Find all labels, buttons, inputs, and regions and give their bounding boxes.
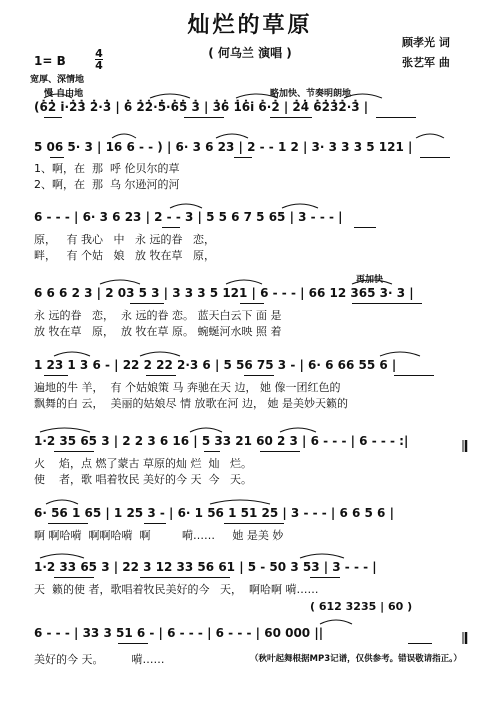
- tempo-mark: 宽厚、深情地: [30, 75, 85, 85]
- tempo-mark: 略加快、节奏明朗地: [270, 89, 352, 99]
- lyric-line-verse-1: 1、啊，在 那 呼 伦贝尔的草: [34, 162, 180, 175]
- lyric-line-verse-1: 遍地的牛 羊， 有 个姑娘策 马 奔驰在天 边， 她 像一团红色的: [34, 381, 341, 394]
- lyric-line-verse-1: 原， 有 我心 中 永 远的眷 恋，: [34, 233, 215, 246]
- underline-group: [34, 643, 466, 649]
- score-notes-row: 6 - - - | 33 3 51 6 - | 6 - - - | 6 - - - | 60 000 ||: [34, 626, 324, 640]
- lyric-line: 啊 啊哈嗬 啊啊哈嗬 啊 嗬…… 她 是美 妙: [34, 529, 284, 542]
- time-signature-top: 4: [95, 47, 103, 60]
- transcription-footnote: （秋叶起舞根据MP3记谱，仅供参考。错误敬请指正。）: [250, 654, 462, 664]
- tempo-mark: 再加快: [356, 275, 384, 285]
- lyric-line-verse-2: 使 者，歌 唱着牧民 美好的今 天 今 天。: [34, 473, 252, 486]
- lyric-line-verse-2: 放 牧在草 原， 放 牧在草 原。 蜿蜒河水映 照 着: [34, 325, 282, 338]
- score-notes-row: 6 6 6 2 3 | 2 03 5 3 | 3 3 3 5 121 | 6 - - - | 66 12 365 3· 3 |: [34, 286, 414, 300]
- score-notes-row: 1·2 35 65 3 | 2 2 3 6 16 | 5 33 21 60 2 3 | 6 - - - | 6 - - - :|: [34, 434, 409, 448]
- lyric-line-verse-1: 永 远的眷 恋， 永 远的眷 恋。 蓝天白云下 面 是: [34, 309, 282, 322]
- score-notes-row: 1 23 1 3 6 - | 22 2 22 2·3 6 | 5 56 75 3 - | 6· 6 66 55 6 |: [34, 358, 397, 372]
- lyric-line: 天 籁的使 者，歌唱着牧民美好的今 天， 啊哈啊 嗬……: [34, 583, 319, 596]
- lyric-line-verse-2: 畔， 有 个姑 娘 放 牧在草 原，: [34, 249, 215, 262]
- lyric-line-verse-1: 火 焰，点 燃了蒙古 草原的灿 烂 灿 烂。: [34, 457, 252, 470]
- score-notes-row: 6 - - - | 6· 3 6 23 | 2 - - 3 | 5 5 6 7 5 65 | 3 - - - |: [34, 210, 343, 224]
- score-notes-row: (6̇2̇ i·2̇3̇ 2̇·3̇ | 6̇ 2̇2̇·5̇·6̇5̇ 3̇ | 3̇6̇ 1̇6̇i 6̇·2̇ | 2̇4̇ 6̇2̇3̇2̇·3̇ |: [34, 100, 369, 114]
- score-notes-row: 1·2 33 65 3 | 22 3 12 33 56 61 | 5 - 50 3 53 | 3 - - - |: [34, 560, 377, 574]
- lyricist-credit: 顾孝光 词: [402, 36, 450, 49]
- song-title: 灿烂的草原: [187, 13, 313, 38]
- composer-credit: 张艺军 曲: [402, 56, 450, 69]
- instrumental-coda: ( 612 3235 | 60 ): [310, 600, 413, 613]
- time-signature: [95, 48, 103, 71]
- tempo-mark: 慢 自由地: [44, 89, 84, 99]
- score-notes-row: 6· 56 1 65 | 1 25 3 - | 6· 1 56 1 51 25 | 3 - - - | 6 6 5 6 |: [34, 506, 394, 520]
- underline-group: [34, 117, 466, 123]
- lyric-line: 美好的今 天。 嗬……: [34, 653, 165, 666]
- lyric-line-verse-2: 飘舞的白 云， 美丽的姑娘尽 情 放歌在河 边， 她 是美妙天籁的: [34, 397, 348, 410]
- singer-credit: ( 何乌兰 演唱 ): [208, 46, 292, 60]
- time-signature-bottom: 4: [95, 59, 103, 72]
- key-signature: 1= B: [34, 54, 66, 68]
- score-notes-row: 5 06 5· 3 | 16 6 - - ) | 6· 3 6 23 | 2 - - 1 2 | 3· 3 3 3 5 121 |: [34, 140, 413, 154]
- lyric-line-verse-2: 2、啊，在 那 乌 尔逊河的河: [34, 178, 180, 191]
